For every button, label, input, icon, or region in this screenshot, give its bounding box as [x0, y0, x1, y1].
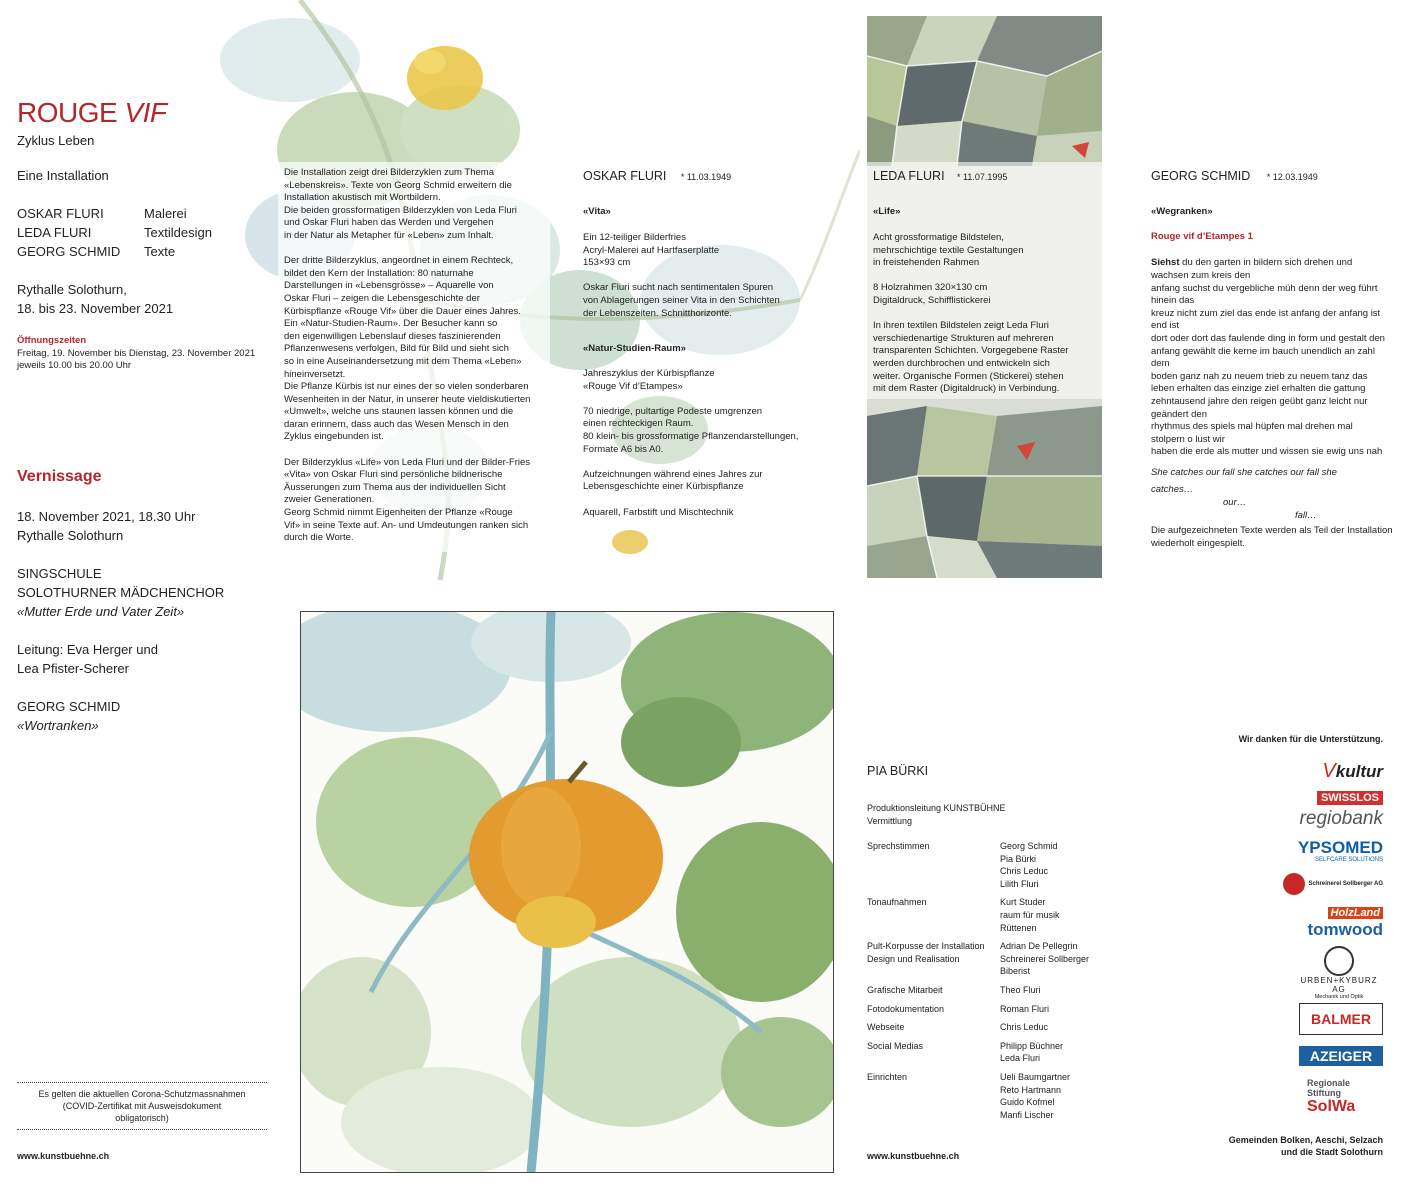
artist-name: LEDA FLURI — [17, 225, 92, 240]
urben-kyburz-logo — [1295, 946, 1383, 1000]
choir-piece: «Mutter Erde und Vater Zeit» — [17, 604, 185, 619]
credit-value: Theo Fluri — [1000, 984, 1041, 995]
choir-line2: SOLOTHURNER MÄDCHENCHOR — [17, 585, 225, 600]
artist-row — [17, 204, 257, 223]
pumpkin-painting-frame — [300, 611, 834, 1173]
gs-name: GEORG SCHMID — [17, 699, 121, 714]
sponsors-thanks: Wir danken für die Unterstützung. — [1238, 734, 1383, 744]
venue — [17, 280, 173, 318]
tomwood-logo — [1307, 903, 1383, 938]
english-line4: fall… — [1295, 510, 1317, 521]
credit-value: Ueli Baumgartner Reto Hartmann Guido Kofmel Manfi Lischer — [1000, 1071, 1071, 1120]
leda-birth: * 11.07.1995 — [957, 172, 1008, 182]
opening-hours — [17, 335, 255, 373]
website-link-left[interactable]: www.kunstbuehne.ch — [17, 1151, 110, 1161]
credit-row — [867, 1021, 1147, 1034]
artist-row — [17, 223, 257, 242]
credit-label: Einrichten — [867, 1071, 908, 1082]
solwa-logo — [1307, 1078, 1383, 1116]
urben-sub: Mechanik und Optik — [1314, 994, 1364, 1000]
english-line3: our… — [1223, 497, 1247, 508]
ypsomed-text: YPSOMED — [1297, 838, 1383, 857]
intro-text: Die Installation zeigt drei Bilderzyklen zum Thema «Lebenskreis». Texte von Georg Schmid erweitern die Installation akustisch mit Wortbildern. Die beiden grossformatigen Bilderzyklen von Leda Fluri und Oskar Fluri haben das Werden und Vergehen in der Natur als Metapher für «Leben» zum Inhalt. Der dritte Bilderzyklus, angeordnet in einem Rechteck, bildet den Kern der Installation: 80 naturnahe Darstellungen in «Lebensgrösse» – Aquarelle von Oskar Fluri – zeigen die Lebensgeschichte der Kürbispflanze «Rouge Vif» über die Dauer eines Jahres. Ein «Natur-Studien-Raum». Der Besucher kann so den eigenwilligen Lebenslauf dieses faszinierenden Pflanzenwesens verfolgen, Bild für Bild und sieht sich so in eine Auseinandersetzung mit dem Thema «Leben» hineinversetzt. Die Pflanze Kürbis ist nur eines der so vielen sonderbaren Wesenheiten in der Natur, in unserer heute vieldiskutierten «Umwelt», welche uns staunen lassen können und die daran erinnern, dass auch das Wesen Mensch in den Zyklus eingebunden ist. Der Bilderzyklus «Life» von Leda Fluri und der Bilder-Fries «Vita» von Oskar Fluri sind persönliche bildnerische Äusserungen zum Thema aus der individuellen Sicht zweier Generationen. Georg Schmid nimmt Eigenheiten der Pflanze «Rouge Vif» in seine Texte auf. An- und Umdeutungen ranken sich durch die Worte. — [284, 167, 531, 544]
title — [17, 96, 167, 130]
vita-text: Ein 12-teiliger Bilderfries Acryl-Malerei auf Hartfaserplatte 153×93 cm Oskar Fluri sucht nach sentimentalen Spuren von Ablagerungen seiner Vita in den Schichten der Lebenszeiten. Schnitthorizonte. — [583, 232, 780, 319]
azeiger-logo: AZEIGER — [1299, 1046, 1383, 1066]
artist-name: GEORG SCHMID — [17, 244, 121, 259]
credit-row — [867, 1003, 1147, 1016]
kultur-icon: V — [1322, 760, 1336, 782]
sollberger-text: Schreinerei Sollberger AG — [1308, 881, 1383, 887]
credit-value: Georg Schmid Pia Bürki Chris Leduc Lilith Fluri — [1000, 841, 1058, 889]
raum-text: Jahreszyklus der Kürbispflanze «Rouge Vif d’Etampes» 70 niedrige, pultartige Podeste umgrenzen einen rechteckigen Raum. 80 klein- bis grossformatige Pflanzendarstellungen, Formate A6 bis A0. Aufzeichnungen während eines Jahres zur Lebensgeschichte einer Kürbispflanze Aquarell, Farbstift und Mischtechnik — [583, 368, 799, 518]
artist-role: Texte — [144, 244, 176, 259]
life-text: Acht grossformatige Bildstelen, mehrschichtige textile Gestaltungen in freistehenden Rahmen 8 Holzrahmen 320×130 cm Digitaldruck, Schifflistickerei In ihren textilen Bildstelen zeigt Leda Fluri verschiedenartige Strukturen auf mehreren transparenten Schichten. Vorgegebene Raster werden durchbrochen und entwickeln sich weiter. Organische Formen (Stickerei) stehen mit dem Raster (Digitaldruck) in Verbindung. — [873, 232, 1069, 395]
swisslos-logo: SWISSLOS — [1317, 791, 1383, 805]
georg-name: GEORG SCHMID — [1151, 169, 1251, 183]
credit-row — [867, 840, 1147, 890]
hours-line1: Freitag, 19. November bis Dienstag, 23. November 2021 — [17, 347, 256, 359]
leitung-line2: Lea Pfister-Scherer — [17, 661, 129, 676]
credit-label: Sprechstimmen — [867, 841, 930, 851]
poem-first-rest: du den garten in bildern sich drehen und — [1179, 257, 1353, 268]
ypsomed-sub: SELFCARE SOLUTIONS — [1314, 857, 1383, 863]
leitung-line1: Leitung: Eva Herger und — [17, 642, 158, 657]
gs-piece: «Wortranken» — [17, 718, 99, 733]
tomwood-text: tomwood — [1307, 920, 1383, 939]
holzland-text: HolzLand — [1328, 907, 1384, 919]
sponsors-footer: Gemeinden Bolken, Aeschi, Selzach und die Stadt Solothurn — [1228, 1135, 1383, 1157]
credit-label: Tonaufnahmen — [867, 897, 927, 908]
credit-row — [867, 984, 1147, 997]
installation-label: Eine Installation — [17, 168, 109, 183]
hours-heading: Öffnungszeiten — [17, 335, 87, 346]
raum-title: «Natur-Studien-Raum» — [583, 343, 686, 354]
sollberger-logo — [1283, 873, 1383, 895]
hours-line2: jeweils 10.00 bis 20.00 Uhr — [17, 360, 132, 372]
urben-kyburz-icon — [1324, 946, 1354, 976]
georg-birth: * 12.03.1949 — [1266, 172, 1318, 182]
pumpkin-painting — [301, 612, 833, 1172]
artist-row — [17, 242, 257, 261]
poem-text: wachsen zum kreis den anfang suchst du vergebliche müh denn der weg führt hinein das kreuz nicht zum ziel das ende ist anfang der anfang ist end ist dort oder dort das faulende ding in form und gestalt den anfang gewählt die kerne im bauch unendlich an zahl dem boden ganz nah zu neuem trieb zu neuem tanz das leben erhalten das einzige ziel erhalten die gattung zehntausend jahre den reigen geübt ganz leicht nur geändert den rhythmus des spiels mal hüpfen mal drehen mal stolpern o lust wir haben die erde als mutter und wissen sie ewig uns nah — [1151, 270, 1385, 458]
wegranken-subtitle: Rouge vif d’Etampes 1 — [1151, 231, 1253, 242]
credit-row — [867, 1040, 1147, 1065]
title-main: ROUGE — [17, 97, 118, 128]
solwa-line3: SolWa — [1307, 1098, 1356, 1115]
solwa-line2: Stiftung — [1307, 1088, 1341, 1098]
credit-label: Social Medias — [867, 1040, 924, 1051]
ypsomed-logo — [1298, 839, 1383, 863]
credit-label: Grafische Mitarbeit — [867, 984, 943, 995]
credit-label: Fotodokumentation — [867, 1003, 945, 1014]
credit-label: Webseite — [867, 1022, 905, 1033]
leda-name: LEDA FLURI — [873, 169, 945, 183]
credit-value: Roman Fluri — [1000, 1003, 1050, 1014]
title-vif: VIF — [124, 97, 167, 128]
credit-value: Philipp Büchner Leda Fluri — [1000, 1040, 1064, 1064]
artist-list — [17, 204, 257, 261]
kultur-logo — [1322, 760, 1383, 783]
artist-name: OSKAR FLURI — [17, 206, 104, 221]
english-line2: catches… — [1151, 484, 1194, 495]
vernissage-details — [17, 507, 267, 735]
vita-title: «Vita» — [583, 206, 611, 217]
life-title: «Life» — [873, 206, 901, 217]
credits-name: PIA BÜRKI — [867, 764, 929, 778]
vernissage-place: Rythalle Solothurn — [17, 528, 124, 543]
credit-label: Pult-Korpusse der Installation Design und Realisation — [867, 941, 985, 964]
leda-header — [873, 167, 1007, 185]
artist-role: Textildesign — [144, 225, 212, 240]
credit-value: Adrian De Pellegrin Schreinerei Sollberger Biberist — [1000, 941, 1090, 977]
choir-line1: SINGSCHULE — [17, 566, 102, 581]
english-line1: She catches our fall she catches our fall she — [1151, 467, 1337, 478]
vernissage-heading: Vernissage — [17, 468, 102, 485]
balmer-logo: BALMER — [1299, 1003, 1383, 1035]
georg-header — [1151, 167, 1318, 185]
regiobank-logo: regiobank — [1299, 808, 1383, 829]
solwa-line1: Regionale — [1307, 1078, 1351, 1088]
wegranken-title: «Wegranken» — [1151, 206, 1213, 217]
oskar-birth: * 11.03.1949 — [680, 172, 732, 182]
kultur-text: kultur — [1335, 762, 1383, 781]
corona-notice: Es gelten die aktuellen Corona-Schutzmassnahmen (COVID-Zertifikat mit Ausweisdokument obligatorisch) — [17, 1082, 267, 1130]
subtitle: Zyklus Leben — [17, 133, 95, 148]
urben-text: URBEN+KYBURZ AG — [1300, 976, 1378, 994]
credits-table — [867, 840, 1147, 1127]
vernissage-date: 18. November 2021, 18.30 Uhr — [17, 509, 196, 524]
credit-row — [867, 896, 1147, 934]
oskar-header — [583, 167, 731, 185]
recording-note: Die aufgezeichneten Texte werden als Teil der Installation wiederholt eingespielt. — [1151, 525, 1393, 549]
venue-line2: 18. bis 23. November 2021 — [17, 301, 174, 316]
credits-roles: Produktionsleitung KUNSTBÜHNE Vermittlung — [867, 803, 1006, 826]
credit-row — [867, 1071, 1147, 1121]
oskar-name: OSKAR FLURI — [583, 169, 667, 183]
credit-value: Kurt Studer raum für musik Rüttenen — [1000, 897, 1060, 933]
credit-row — [867, 940, 1147, 978]
poem-first-line — [1151, 257, 1391, 270]
website-link-right[interactable]: www.kunstbuehne.ch — [867, 1151, 960, 1161]
venue-line1: Rythalle Solothurn, — [17, 282, 127, 297]
artist-role: Malerei — [144, 206, 187, 221]
sollberger-icon — [1283, 873, 1305, 895]
credit-value: Chris Leduc — [1000, 1022, 1049, 1033]
poem-first-word: Siehst — [1151, 257, 1180, 268]
